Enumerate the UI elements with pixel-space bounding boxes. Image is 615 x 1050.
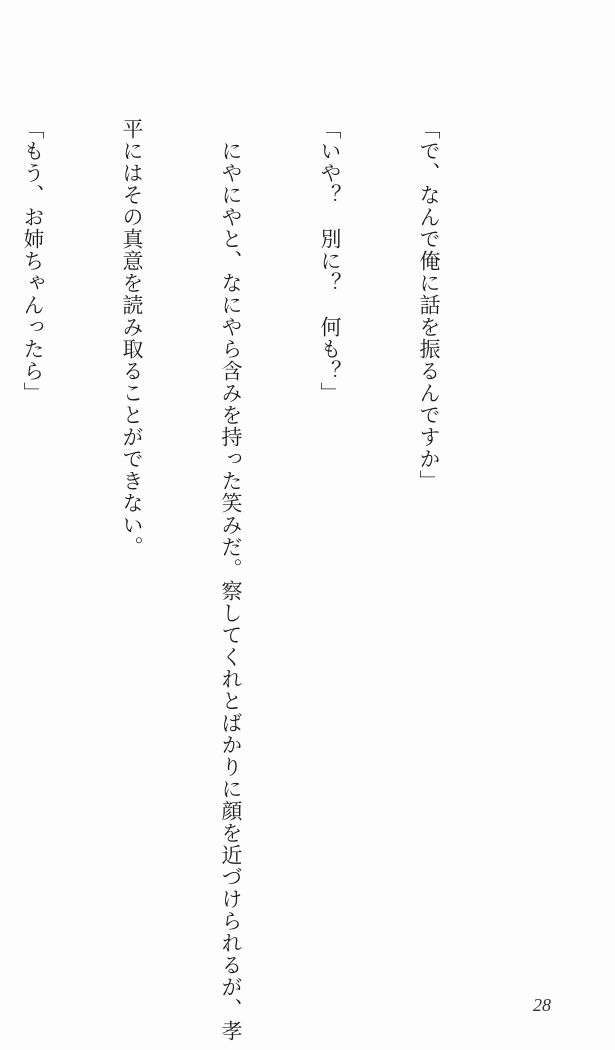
- text-line-4: 平にはその真意を読み取ることができない。: [120, 118, 144, 558]
- page-number: 28: [533, 995, 551, 1015]
- text-line-3: にやにやと、なにやら含みを持った笑みだ。察してくれとばかりに顔を近づけられるが、孝: [219, 118, 243, 1042]
- text-line-2: 「いや？ 別に？ 何も？」: [318, 118, 342, 404]
- vertical-text-body: [0, 118, 511, 1042]
- text-line-5: 「もう、お姉ちゃんったら」: [21, 118, 45, 404]
- text-line-1: 「で、なんで俺に話を振るんですか」: [417, 118, 441, 492]
